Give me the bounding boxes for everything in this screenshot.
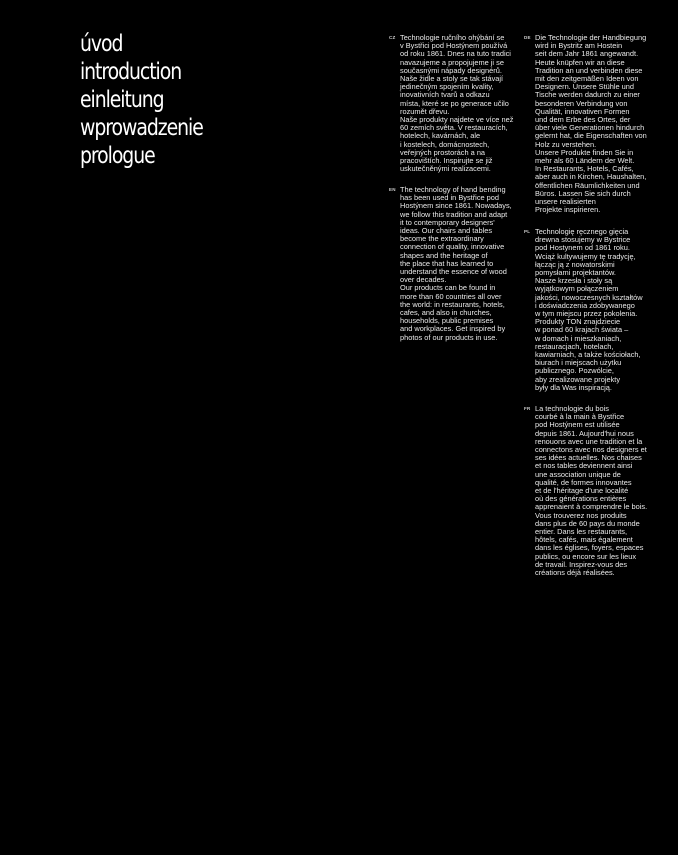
title-czech: úvod xyxy=(80,31,123,57)
title-german: einleitung xyxy=(80,87,164,113)
language-code-fr: FR xyxy=(524,406,531,411)
title-french: prologue xyxy=(80,143,155,169)
text-block-english xyxy=(389,185,524,342)
language-code-en: EN xyxy=(389,187,396,192)
paragraph-german: Die Technologie der Handbiegung wird in Bystritz am Hostein seit dem Jahr 1861 angewandt. Heute knüpfen wir an diese Tradition an und verbinden diese mit den zeitgemäßen Ideen von Designern. Unsere Stühle und Tische werden dadurch zu einer besonderen Verbindung von Qualität, innovativen Formen und dem Erbe des Ortes, der über viele Generationen hindurch gelernt hat, die Eigenschaften von Holz zu verstehen. Unsere Produkte finden Sie in mehr als 60 Ländern der Welt. In Restaurants, Hotels, Cafés, aber auch in Kirchen, Haushalten, öffentlichen Räumlichkeiten und Büros. Lassen Sie sich durch unsere realisierten Projekte inspirieren. xyxy=(535,33,647,215)
paragraph-english: The technology of hand bending has been used in Bystřice pod Hostýnem since 1861. Nowadays, we follow this tradition and adapt it to contemporary designers' ideas. Our chairs and tables become the extraordinary connection of quality, innovative shapes and the heritage of the place that has learned to understand the essence of wood over decades. Our products can be found in more than 60 countries all over the world: in restaurants, hotels, cafes, and also in churches, households, public premises and workplaces. Get inspired by photos of our products in use. xyxy=(400,185,512,342)
text-block-german xyxy=(524,33,659,215)
language-code-de: DE xyxy=(524,35,531,40)
text-block-polish xyxy=(524,227,659,392)
section-titles xyxy=(80,30,230,170)
paragraph-czech: Technologie ručního ohýbání se v Bystřici pod Hostýnem používá od roku 1861. Dnes na tuto tradici navazujeme a propojujeme ji se současnými nápady designérů. Naše židle a stoly se tak stávají jedinečným spojením kvality, inovativních tvarů a odkazu místa, které se po generace učilo rozumět dřevu. Naše produkty najdete ve více než 60 zemích světa. V restauracích, hotelech, kavárnách, ale i kostelech, domácnostech, veřejných prostorách a na pracovištích. Inspirujte se již uskutečněnými realizacemi. xyxy=(400,33,514,174)
text-block-french xyxy=(524,404,659,578)
text-block-czech xyxy=(389,33,524,174)
title-polish: wprowadzenie xyxy=(80,115,203,141)
paragraph-french: La technologie du bois courbé à la main à Bystřice pod Hostýnem est utilisée depuis 1861. Aujourd'hui nous renouons avec une tradition et la connectons avec nos designers et ses idées actuelles. Nos chaises et nos tables deviennent ainsi une association unique de qualité, de formes innovantes et de l'héritage d'une localité où des générations entières apprenaient à comprendre le bois. Vous trouverez nos produits dans plus de 60 pays du monde entier. Dans les restaurants, hôtels, cafés, mais également dans les églises, foyers, espaces publics, ou encore sur les lieux de travail. Inspirez-vous des créations déjà réalisées. xyxy=(535,404,648,578)
language-code-pl: PL xyxy=(524,229,531,234)
paragraph-polish: Technologię ręcznego gięcia drewna stosujemy w Bystrice pod Hostynem od 1861 roku. Wciąż kultywujemy tę tradycję, łącząc ją z nowatorskimi pomysłami projektantów. Nasze krzesła i stoły są wyjątkowym połączeniem jakości, nowoczesnych kształtów i doświadczenia zdobywanego w tym miejscu przez pokolenia. Produkty TON znajdziecie w ponad 60 krajach świata – w domach i mieszkaniach, restauracjach, hotelach, kawiarniach, a także kościołach, biurach i miejscach użytku publicznego. Pozwólcie, aby zrealizowane projekty były dla Was inspiracją. xyxy=(535,227,643,392)
language-code-cz: CZ xyxy=(389,35,396,40)
title-english: introduction xyxy=(80,59,182,85)
